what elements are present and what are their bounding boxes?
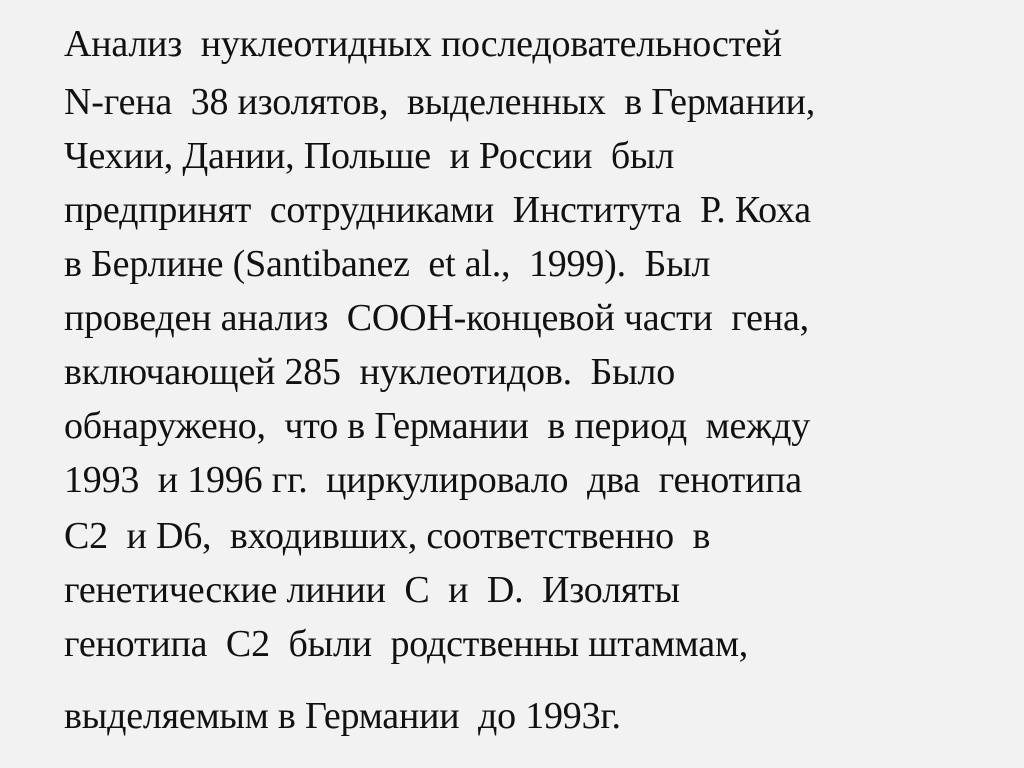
- text-line: включающей 285 нуклеотидов. Было: [64, 351, 675, 393]
- text-line: генетические линии С и D. Изоляты: [64, 569, 680, 611]
- text-line: выделяемым в Германии до 1993г.: [64, 695, 621, 737]
- text-line: предпринят сотрудниками Института Р. Коха: [64, 189, 811, 231]
- text-line: 1993 и 1996 гг. циркулировало два генотипа: [64, 459, 802, 501]
- text-line: генотипа С2 были родственны штаммам,: [64, 623, 749, 665]
- text-line: проведен анализ СООН-концевой части гена,: [64, 297, 809, 339]
- text-line: обнаружено, что в Германии в период между: [64, 405, 811, 447]
- text-line: Чехии, Дании, Польше и России был: [64, 135, 675, 177]
- text-line: в Берлине (Santibanez et al., 1999). Был: [64, 243, 711, 285]
- text-line: Анализ нуклеотидных последовательностей: [64, 23, 782, 65]
- text-line: N-гена 38 изолятов, выделенных в Германии,: [64, 81, 816, 123]
- text-line: С2 и D6, входивших, соответственно в: [64, 515, 711, 557]
